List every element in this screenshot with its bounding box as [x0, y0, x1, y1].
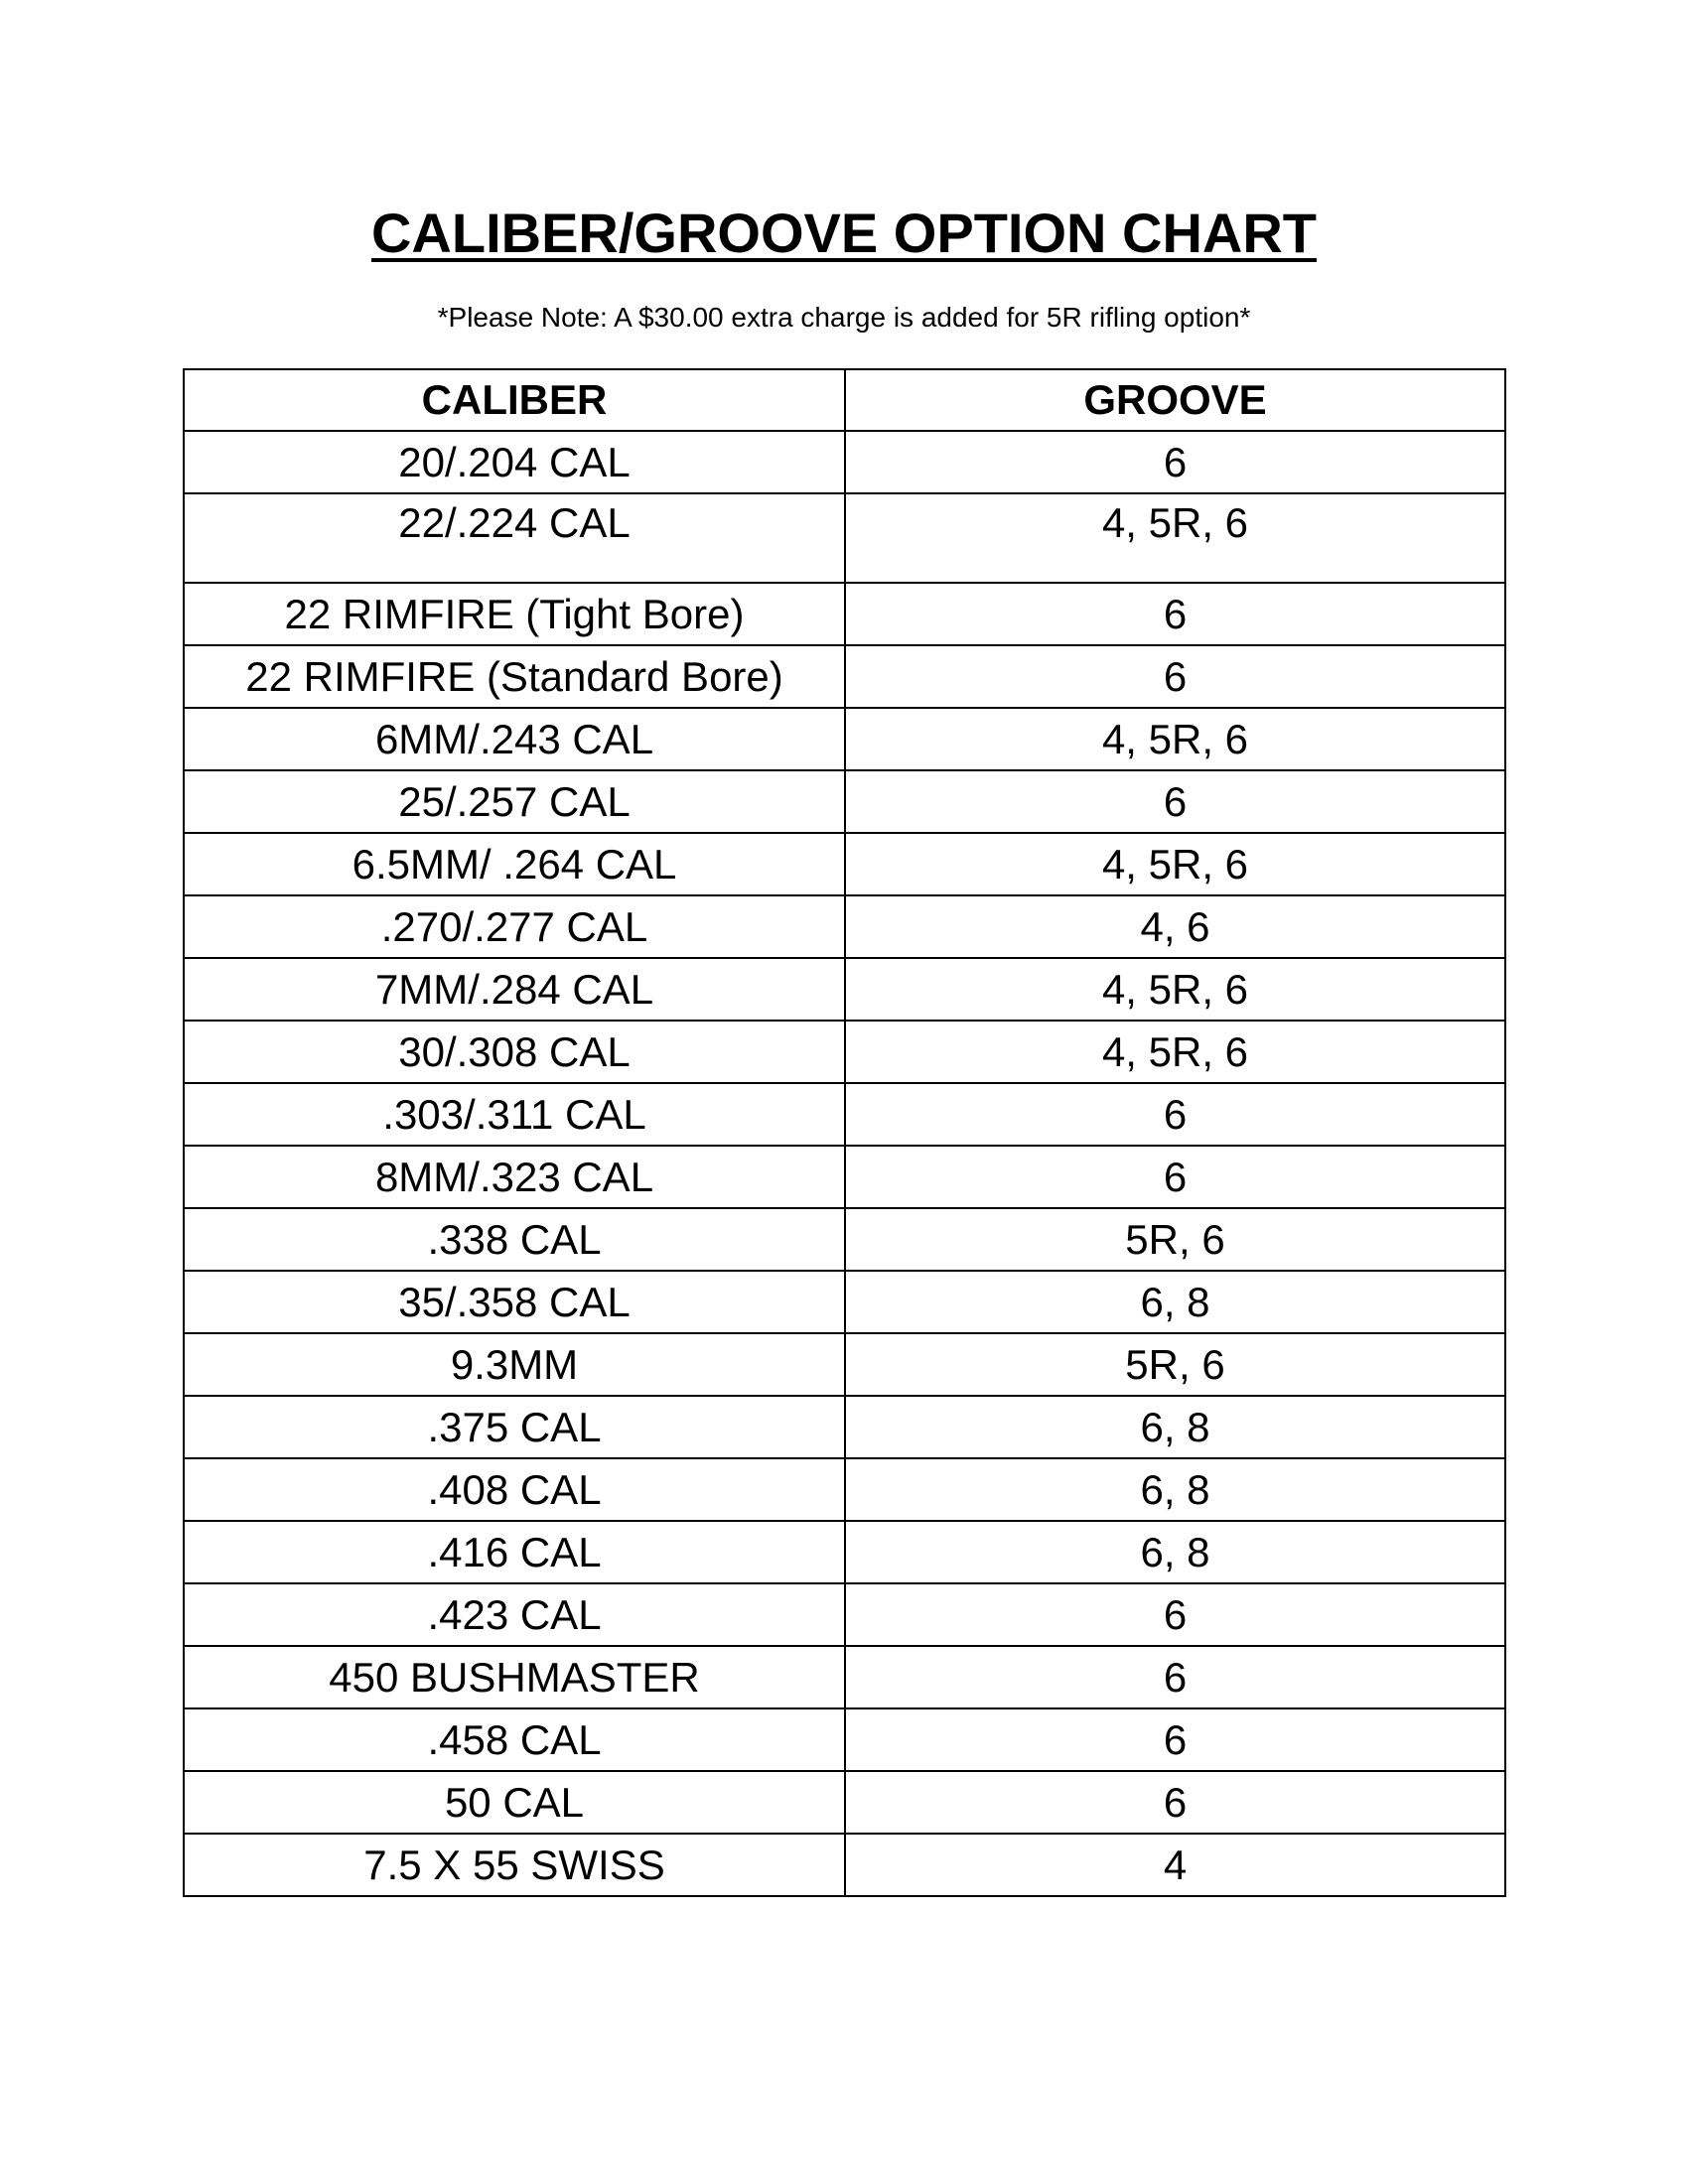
table-row [184, 1521, 1505, 1583]
groove-cell: 6, 8 [845, 1521, 1505, 1583]
table-row [184, 1458, 1505, 1521]
caliber-cell: 8MM/.323 CAL [184, 1146, 845, 1208]
groove-cell: 4, 5R, 6 [845, 958, 1505, 1021]
caliber-cell: .423 CAL [184, 1583, 845, 1646]
groove-cell: 4 [845, 1834, 1505, 1896]
page-title: CALIBER/GROOVE OPTION CHART [370, 202, 1318, 264]
table-row [184, 1583, 1505, 1646]
caliber-groove-table [183, 368, 1506, 1897]
caliber-cell: .270/.277 CAL [184, 895, 845, 958]
caliber-cell: 7.5 X 55 SWISS [184, 1834, 845, 1896]
groove-cell: 6 [845, 431, 1505, 493]
groove-cell: 6 [845, 1646, 1505, 1708]
caliber-cell: .416 CAL [184, 1521, 845, 1583]
caliber-cell: 35/.358 CAL [184, 1271, 845, 1333]
table-row [184, 1208, 1505, 1271]
groove-cell: 6 [845, 1708, 1505, 1771]
caliber-cell: 22 RIMFIRE (Tight Bore) [184, 583, 845, 645]
groove-cell: 6, 8 [845, 1458, 1505, 1521]
caliber-cell: 22 RIMFIRE (Standard Bore) [184, 645, 845, 708]
caliber-cell: 50 CAL [184, 1771, 845, 1834]
groove-cell: 4, 6 [845, 895, 1505, 958]
groove-cell: 4, 5R, 6 [845, 708, 1505, 770]
table-row [184, 493, 1505, 583]
table-row [184, 833, 1505, 895]
column-header-caliber: CALIBER [184, 369, 845, 431]
table-row [184, 895, 1505, 958]
caliber-cell: .408 CAL [184, 1458, 845, 1521]
caliber-cell: 30/.308 CAL [184, 1021, 845, 1083]
groove-cell: 6 [845, 1083, 1505, 1146]
table-row [184, 1083, 1505, 1146]
table-row [184, 958, 1505, 1021]
groove-cell: 6, 8 [845, 1396, 1505, 1458]
groove-cell: 5R, 6 [845, 1333, 1505, 1396]
caliber-cell: .338 CAL [184, 1208, 845, 1271]
caliber-cell: .303/.311 CAL [184, 1083, 845, 1146]
table-row [184, 1771, 1505, 1834]
caliber-cell: 22/.224 CAL [184, 493, 845, 583]
table-row [184, 645, 1505, 708]
table-row [184, 1646, 1505, 1708]
groove-cell: 5R, 6 [845, 1208, 1505, 1271]
table-row [184, 431, 1505, 493]
table-header-row [184, 369, 1505, 431]
caliber-cell: 6MM/.243 CAL [184, 708, 845, 770]
pricing-note: *Please Note: A $30.00 extra charge is added for 5R rifling option* [437, 302, 1251, 333]
table-row [184, 770, 1505, 833]
caliber-cell: 6.5MM/ .264 CAL [184, 833, 845, 895]
groove-cell: 6 [845, 770, 1505, 833]
caliber-cell: 25/.257 CAL [184, 770, 845, 833]
caliber-cell: 20/.204 CAL [184, 431, 845, 493]
table-row [184, 1271, 1505, 1333]
table-row [184, 708, 1505, 770]
caliber-cell: 7MM/.284 CAL [184, 958, 845, 1021]
groove-cell: 6 [845, 583, 1505, 645]
groove-cell: 4, 5R, 6 [845, 493, 1505, 583]
column-header-groove: GROOVE [845, 369, 1505, 431]
table-row [184, 1834, 1505, 1896]
groove-cell: 6 [845, 1146, 1505, 1208]
table-row [184, 1396, 1505, 1458]
table-row [184, 1146, 1505, 1208]
groove-cell: 4, 5R, 6 [845, 833, 1505, 895]
groove-cell: 6, 8 [845, 1271, 1505, 1333]
caliber-cell: .375 CAL [184, 1396, 845, 1458]
table-row [184, 1021, 1505, 1083]
caliber-cell: 9.3MM [184, 1333, 845, 1396]
groove-cell: 6 [845, 1583, 1505, 1646]
caliber-cell: .458 CAL [184, 1708, 845, 1771]
groove-cell: 6 [845, 1771, 1505, 1834]
table-row [184, 1708, 1505, 1771]
table-row [184, 1333, 1505, 1396]
table-row [184, 583, 1505, 645]
groove-cell: 4, 5R, 6 [845, 1021, 1505, 1083]
groove-cell: 6 [845, 645, 1505, 708]
caliber-cell: 450 BUSHMASTER [184, 1646, 845, 1708]
